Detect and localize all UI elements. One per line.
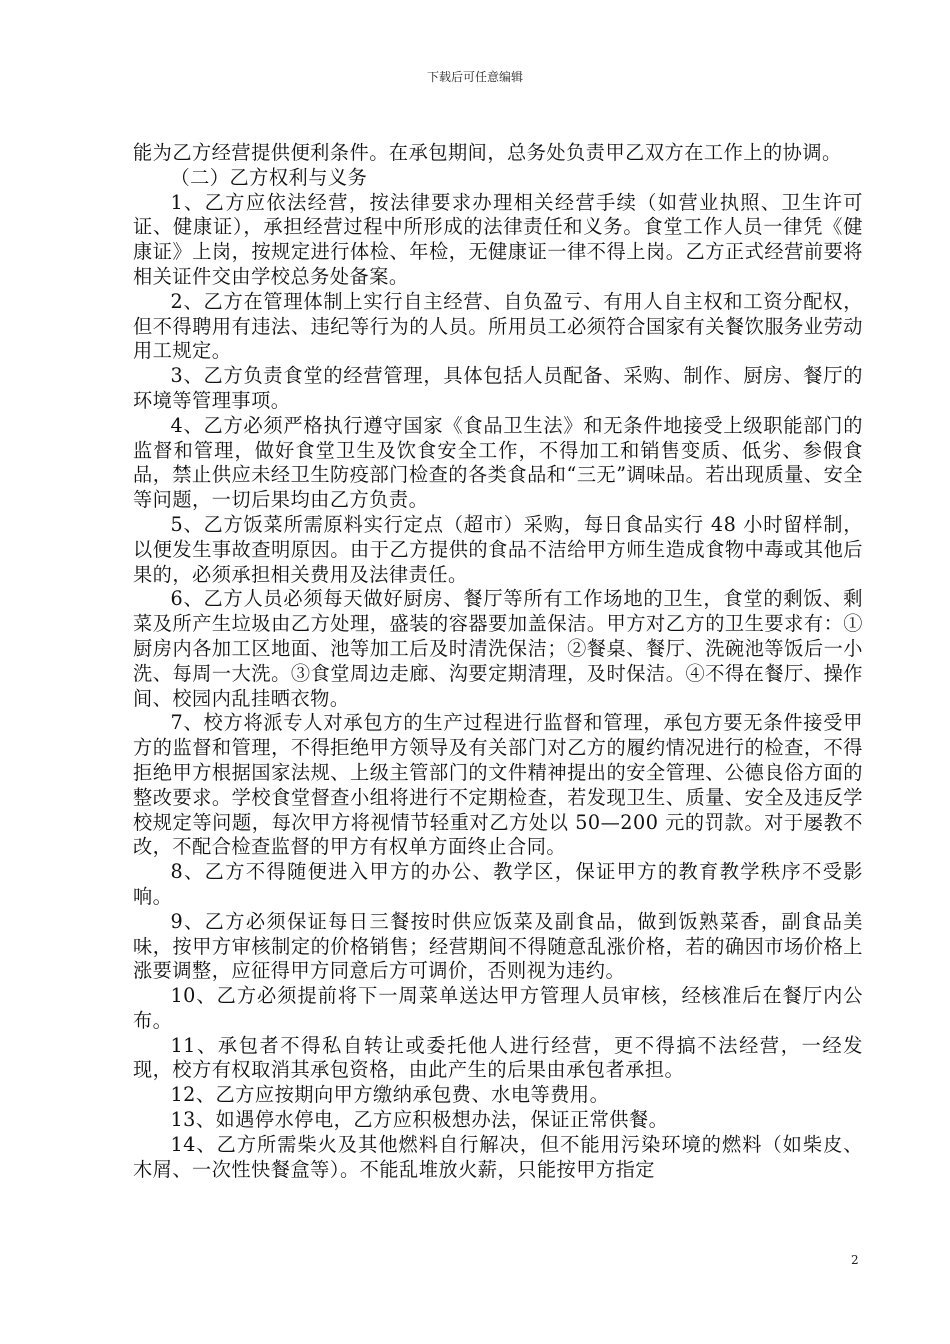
- document-body: [133, 141, 863, 1182]
- paragraph: 9、乙方必须保证每日三餐按时供应饭菜及副食品，做到饭熟菜香，副食品美味，按甲方审核制定的价格销售；经营期间不得随意乱涨价格，若的确因市场价格上涨要调整，应征得甲方同意后方可调价，否则视为违约。: [133, 909, 863, 983]
- paragraph: 8、乙方不得随便进入甲方的办公、教学区，保证甲方的教育教学秩序不受影响。: [133, 860, 863, 908]
- paragraph: 2、乙方在管理体制上实行自主经营、自负盈亏、有用人自主权和工资分配权，但不得聘用有违法、违纪等行为的人员。所用员工必须符合国家有关餐饮服务业劳动用工规定。: [133, 289, 863, 363]
- paragraph: 12、乙方应按期向甲方缴纳承包费、水电等费用。: [170, 1083, 610, 1107]
- paragraph: 3、乙方负责食堂的经营管理，具体包括人员配备、采购、制作、厨房、餐厅的环境等管理事项。: [133, 364, 863, 412]
- paragraph: 7、校方将派专人对承包方的生产过程进行监督和管理，承包方要无条件接受甲方的监督和管理，不得拒绝甲方领导及有关部门对乙方的履约情况进行的检查，不得拒绝甲方根据国家法规、上级主管部门的文件精神提出的安全管理、公德良俗方面的整改要求。学校食堂督查小组将进行不定期检查，若发现卫生、质量、安全及违反学校规定等问题，每次甲方将视情节轻重对乙方处以 50—200 元的罚款。对于屡教不改，不配合检查监督的甲方有权单方面终止合同。: [133, 711, 863, 859]
- page-number: 2: [851, 1253, 859, 1267]
- paragraph: 10、乙方必须提前将下一周菜单送达甲方管理人员审核，经核准后在餐厅内公布。: [133, 984, 863, 1032]
- paragraph: 5、乙方饭菜所需原料实行定点（超市）采购，每日食品实行 48 小时留样制，以便发生事故查明原因。由于乙方提供的食品不洁给甲方师生造成食物中毒或其他后果的，必须承担相关费用及法律责任。: [133, 512, 863, 586]
- paragraph: 4、乙方必须严格执行遵守国家《食品卫生法》和无条件地接受上级职能部门的监督和管理，做好食堂卫生及饮食安全工作，不得加工和销售变质、低劣、参假食品，禁止供应未经卫生防疫部门检查的各类食品和“三无”调味品。若出现质量、安全等问题，一切后果均由乙方负责。: [133, 413, 863, 512]
- paragraph: 14、乙方所需柴火及其他燃料自行解决，但不能用污染环境的燃料（如柴皮、木屑、一次性快餐盒等）。不能乱堆放火薪，只能按甲方指定: [133, 1132, 863, 1181]
- page-header: 下载后可任意编辑: [426, 70, 523, 84]
- paragraph: 11、承包者不得私自转让或委托他人进行经营，更不得搞不法经营，一经发现，校方有权取消其承包资格，由此产生的后果由承包者承担。: [133, 1033, 863, 1082]
- paragraph: 13、如遇停水停电，乙方应积极想办法，保证正常供餐。: [170, 1108, 669, 1132]
- section-heading: （二）乙方权利与义务: [170, 165, 368, 189]
- paragraph: 能为乙方经营提供便利条件。在承包期间，总务处负责甲乙双方在工作上的协调。: [133, 141, 842, 164]
- paragraph: 6、乙方人员必须每天做好厨房、餐厅等所有工作场地的卫生，食堂的剩饭、剩菜及所产生垃圾由乙方处理，盛装的容器要加盖保洁。甲方对乙方的卫生要求有：①厨房内各加工区地面、池等加工后及时清洗保洁；②餐桌、餐厅、洗碗池等饭后一小洗、每周一大洗。③食堂周边走廊、沟要定期清理，及时保洁。④不得在餐厅、操作间、校园内乱挂晒衣物。: [133, 587, 863, 710]
- paragraph: 1、乙方应依法经营，按法律要求办理相关经营手续（如营业执照、卫生许可证、健康证），承担经营过程中所形成的法律责任和义务。食堂工作人员一律凭《健康证》上岗，按规定进行体检、年检，无健康证一律不得上岗。乙方正式经营前要将相关证件交由学校总务处备案。: [133, 190, 863, 288]
